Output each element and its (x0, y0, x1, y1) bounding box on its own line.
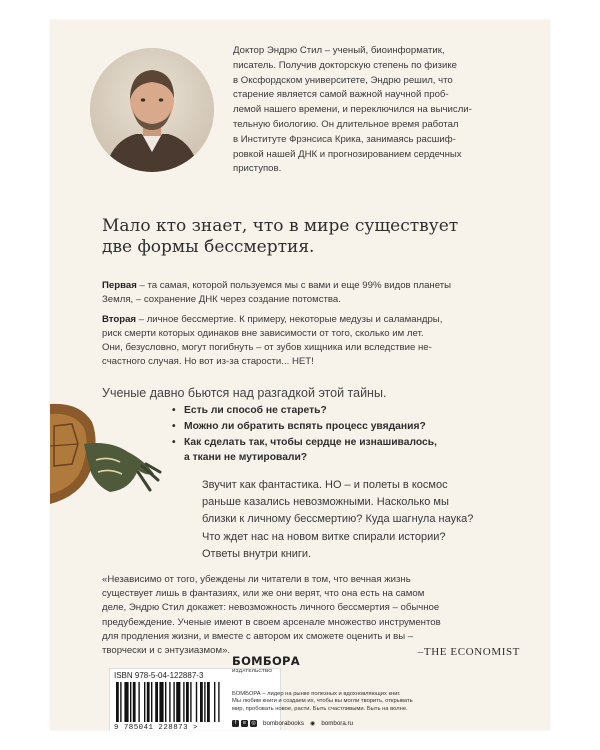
turtle-image (50, 400, 162, 512)
bold-lead: Первая (102, 280, 137, 291)
paragraph-line (102, 313, 522, 327)
question-line: • Как сделать так, чтобы сердце не изнашивалось, (184, 437, 437, 448)
book-back-cover (50, 20, 550, 730)
paragraph-line (102, 279, 522, 293)
question-line: • Есть ли способ не стареть? (184, 405, 327, 416)
barcode-bar (165, 682, 166, 722)
bio-line: в Институте Фрэнсиса Крика, занимаясь расшиф- (233, 133, 456, 145)
publisher-line: БОМБОРА – лидер на рынке полезных и вдохновляющих книг. (232, 691, 401, 697)
social-handle[interactable]: bomborabooks (263, 720, 304, 727)
barcode-digits: 9 785041 228873 > (114, 724, 198, 730)
barcode-bar (144, 682, 145, 722)
publisher-logo (232, 654, 300, 674)
paragraph-line: счастного случая. Но вот из-за старости... НЕТ! (102, 356, 314, 367)
headline-line: две формы бессмертия. (102, 237, 315, 257)
bio-line: ровкой нашей ДНК и прогнозированием сердечных (233, 148, 462, 160)
barcode-bar (116, 682, 119, 722)
teaser-line: Звучит как фантастика. НО – и полеты в космос (202, 479, 448, 491)
globe-icon: ◉ (309, 720, 316, 727)
website-link[interactable]: bombora.ru (321, 720, 353, 727)
question-item (172, 435, 437, 465)
isbn-number: ISBN 978-5-04-122887-3 (114, 671, 204, 680)
teaser-line: Ответы внутри книги. (202, 547, 312, 560)
barcode-bar (183, 682, 184, 722)
paragraph-text: – та самая, которой пользуемся мы с вами и еще 99% видов планеты (136, 280, 452, 291)
barcode-bar (207, 682, 210, 722)
barcode-bar (204, 682, 205, 722)
bio-line: лемой нашего времени, и переключился на вычисли- (233, 104, 472, 116)
barcode-bar (130, 682, 131, 722)
vk-icon[interactable]: в (241, 720, 248, 727)
bio-line: в Оксфордском университете, Эндрю решил, что (233, 74, 453, 86)
teaser-paragraph (202, 477, 512, 563)
author-portrait (90, 48, 214, 172)
bio-line: тельную биологию. Он длительное время работал (233, 118, 459, 130)
barcode-bar (133, 682, 136, 722)
bio-line: приступов. (233, 163, 282, 175)
headline-line: Мало кто знает, что в мире существует (102, 216, 459, 236)
paragraph-text: – личное бессмертие. К примеру, некоторые медузы и саламандры, (136, 314, 443, 325)
publisher-line: мир, пробовать новое, расти. Быть счастливыми. Быть на волне. (232, 705, 408, 712)
barcode-bar (218, 682, 219, 722)
paragraph-first-form (102, 279, 522, 307)
quote-line: творчески и с энтузиазмом». (102, 645, 231, 657)
questions-list (172, 403, 437, 466)
barcode-bar (124, 682, 128, 722)
barcode-bar (155, 682, 158, 722)
teaser-line: Что ждет нас на новом витке спирали истории? (202, 530, 446, 543)
barcode-bar (151, 682, 152, 722)
social-icons (232, 720, 257, 727)
barcode-bar (138, 682, 139, 722)
teaser-line: близки к личному бессмертию? Куда шагнула наука? (202, 513, 474, 526)
barcode-bar (186, 682, 189, 722)
question-line: а ткани не мутировали? (184, 452, 308, 463)
barcode-bar (120, 682, 121, 722)
publisher-line: Мы любим книги и создаем их, чтобы вы могли творить, открывать (232, 698, 413, 705)
quote-line: предубеждение. Ученые имеют в своем арсенале множество инструментов (102, 616, 441, 628)
headline (102, 216, 522, 258)
quote-source: –THE ECONOMIST (417, 646, 520, 658)
barcode-bar (196, 682, 197, 722)
paragraph-line: Земля, – сохранение ДНК через создание потомства. (102, 294, 341, 305)
quote-line: существует лишь в фантазиях, или же они верят, что она есть на самом (102, 588, 425, 600)
question-item (172, 403, 437, 418)
instagram-icon[interactable]: ◎ (251, 720, 256, 726)
paragraph-line: риск смерти которых одинаков вне зависимости от того, сколько им лет. (102, 328, 424, 339)
barcode-bar (190, 682, 191, 722)
author-bio (233, 44, 523, 177)
subheading: Ученые давно бьются над разгадкой этой тайны. (102, 386, 387, 400)
barcode-bar (173, 682, 174, 722)
barcode-bar (159, 682, 163, 722)
barcode-bar (176, 682, 180, 722)
barcode-bar (169, 682, 170, 722)
bio-line: Доктор Эндрю Стил – ученый, биоинформатик, (233, 45, 445, 56)
barcode-bar (147, 682, 150, 722)
teaser-line: раньше казались невозможными. Насколько мы (202, 496, 449, 509)
barcode-bar (214, 682, 215, 722)
facebook-icon[interactable]: f (232, 720, 239, 727)
question-line: • Можно ли обратить вспять процесс увядания? (184, 421, 426, 432)
publisher-socials (232, 720, 353, 727)
bold-lead: Вторая (102, 314, 137, 325)
publisher-logo-text: БОМБОРА (232, 654, 300, 668)
paragraph-line: Они, безусловно, могут погибнуть – от зубов хищника или вследствие не- (102, 342, 432, 353)
paragraph-second-form (102, 313, 522, 369)
publisher-description (232, 691, 512, 713)
quote-line: деле, Эндрю Стил докажет: невозможность личного бессмертия – обычное (102, 602, 440, 614)
publisher-logo-subtitle: ИЗДАТЕЛЬСТВО (232, 669, 273, 674)
question-item (172, 419, 437, 434)
quote-line: для продления жизни, и вместе с автором их сможете оценить и вы – (102, 630, 414, 642)
barcode-bar (200, 682, 203, 722)
quote-line: «Независимо от того, убеждены ли читатели в том, что вечная жизнь (102, 574, 411, 585)
bio-line: писатель. Получив докторскую степень по физике (233, 59, 457, 71)
bio-line: старение является самой важной научной проб- (233, 89, 449, 101)
